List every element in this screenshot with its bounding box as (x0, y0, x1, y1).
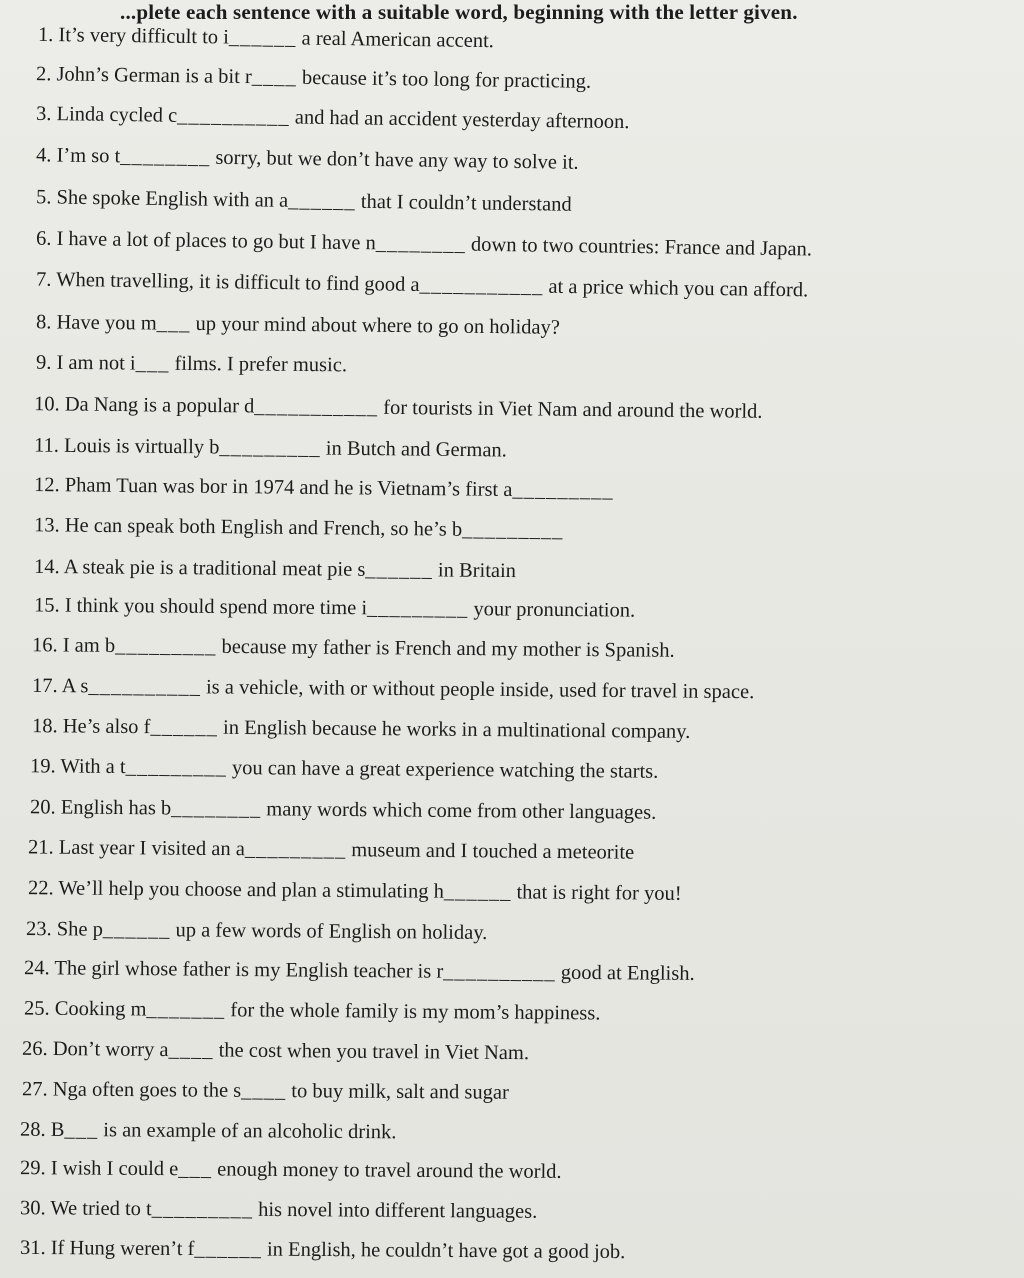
sentence-item (36, 268, 808, 303)
item-text-before: I am b (62, 634, 116, 657)
sentence-item (32, 714, 690, 744)
item-text-after: in Butch and German. (325, 437, 507, 462)
answer-blank[interactable]: ______ (288, 189, 356, 213)
item-number: 13. (33, 514, 60, 537)
answer-blank[interactable]: __________ (177, 104, 290, 129)
answer-blank[interactable]: ___ (135, 352, 170, 375)
item-text-before: Don’t worry a (52, 1038, 169, 1062)
item-text-before: When travelling, it is difficult to find good a (56, 268, 420, 296)
sentence-item (20, 1196, 537, 1224)
item-text-before: He can speak both English and French, so he’s b (64, 514, 463, 541)
item-number: 20. (29, 796, 56, 819)
item-text-after: up your mind about where to go on holiday? (195, 312, 561, 339)
sentence-item (26, 917, 488, 945)
item-text-after: for tourists in Viet Nam and around the world. (383, 396, 763, 423)
item-text-before: She p (56, 918, 103, 941)
sentence-item (34, 473, 614, 503)
sentence-item (36, 143, 579, 175)
exercise-instruction: ...plete each sentence with a suitable word, beginning with the letter given. (120, 0, 798, 24)
item-text-before: Da Nang is a popular d (64, 393, 255, 418)
answer-blank[interactable]: _________ (151, 1198, 254, 1221)
answer-blank[interactable]: _________ (219, 436, 321, 460)
item-text-after: is a vehicle, with or without people inside, used for travel in space. (205, 676, 755, 704)
item-text-after: because my father is French and my mother is Spanish. (221, 635, 675, 662)
item-text-before: She spoke English with an a (56, 186, 289, 212)
item-text-before: If Hung weren’t f (50, 1237, 195, 1261)
answer-blank[interactable]: ______ (150, 716, 219, 739)
sentence-item (36, 310, 560, 339)
item-number: 28. (19, 1118, 46, 1141)
item-text-after: down to two countries: France and Japan. (470, 233, 813, 261)
item-text-before: Linda cycled c (56, 103, 178, 127)
item-text-after: museum and I touched a meteorite (351, 839, 635, 864)
item-text-after: to buy milk, salt and sugar (291, 1080, 509, 1104)
item-number: 11. (33, 434, 60, 457)
item-number: 22. (27, 877, 54, 900)
answer-blank[interactable]: ______ (194, 1238, 262, 1261)
item-number: 3. (35, 102, 52, 126)
answer-blank[interactable]: ____ (241, 1079, 287, 1103)
item-number: 19. (29, 755, 56, 778)
item-text-after: his novel into different languages. (258, 1198, 538, 1223)
item-number: 4. (35, 144, 52, 167)
item-text-after: in English because he works in a multinational company. (222, 716, 691, 743)
answer-blank[interactable]: __________ (443, 960, 556, 984)
item-text-before: We tried to t (50, 1197, 152, 1221)
sentence-item (30, 795, 656, 824)
item-text-after: for the whole family is my mom’s happiness. (230, 999, 601, 1025)
answer-blank[interactable]: _________ (244, 838, 347, 862)
item-text-before: John’s German is a bit r (56, 63, 252, 89)
sentence-item (20, 1118, 397, 1145)
item-text-before: Have you m (56, 311, 157, 335)
sentence-item (20, 1236, 625, 1264)
sentence-item (22, 1037, 529, 1065)
item-number: 1. (37, 23, 54, 47)
answer-blank[interactable]: __________ (88, 675, 202, 699)
item-number: 21. (27, 836, 54, 859)
answer-blank[interactable]: ______ (102, 918, 171, 942)
item-text-before: I think you should spend more time i (64, 594, 368, 620)
answer-blank[interactable]: ____ (251, 66, 297, 89)
item-text-before: He’s also f (62, 715, 151, 739)
sentence-item (34, 555, 516, 583)
item-text-after: in English, he couldn’t have got a good job. (266, 1238, 626, 1264)
item-text-before: A steak pie is a traditional meat pie s (63, 556, 366, 581)
item-number: 2. (35, 63, 52, 86)
sentence-item (28, 835, 634, 864)
item-text-before: I’m so t (56, 144, 121, 168)
answer-blank[interactable]: ________ (375, 232, 467, 256)
item-text-after: many words which come from other languages. (266, 798, 657, 824)
item-number: 10. (33, 393, 60, 416)
item-text-before: I am not i (56, 351, 136, 375)
item-text-after: you can have a great experience watching the starts. (231, 757, 659, 783)
sentence-item (30, 754, 658, 783)
item-number: 5. (35, 186, 52, 209)
item-number: 26. (21, 1037, 48, 1061)
item-number: 15. (33, 594, 60, 617)
sentence-item (36, 351, 347, 378)
item-text-before: Louis is virtually b (63, 434, 220, 459)
item-text-after: because it’s too long for practicing. (301, 66, 592, 93)
item-text-after: films. I prefer music. (174, 352, 348, 377)
item-number: 7. (35, 268, 52, 291)
item-text-after: enough money to travel around the world. (217, 1158, 562, 1183)
item-text-after: in Britain (437, 559, 517, 583)
item-number: 23. (25, 917, 52, 941)
sentence-item (36, 102, 630, 134)
item-text-after: that is right for you! (516, 881, 682, 905)
item-number: 30. (19, 1197, 46, 1220)
answer-blank[interactable]: ________ (171, 797, 262, 821)
item-number: 14. (33, 555, 60, 579)
answer-blank[interactable]: _________ (115, 634, 217, 658)
item-text-before: Cooking m (54, 997, 147, 1021)
answer-blank[interactable]: ___________ (419, 273, 544, 298)
item-number: 27. (21, 1078, 48, 1101)
item-text-after: sorry, but we don’t have any way to solve it. (215, 146, 579, 174)
item-text-before: The girl whose father is my English teacher is r (54, 957, 444, 983)
answer-blank[interactable]: ______ (443, 880, 512, 904)
item-text-after: good at English. (560, 961, 695, 985)
item-text-before: We’ll help you choose and plan a stimulating h (58, 877, 444, 903)
sentence-item (38, 23, 494, 53)
sentence-item (32, 633, 675, 663)
item-text-after: and had an accident yesterday afternoon. (294, 106, 630, 134)
item-text-before: Pham Tuan was bor in 1974 and he is Vietnam’s first a (64, 474, 513, 501)
sentence-item (20, 1156, 562, 1184)
answer-blank[interactable]: ___________ (254, 395, 379, 419)
item-number: 29. (19, 1157, 46, 1180)
sentence-item (36, 227, 812, 262)
item-number: 6. (35, 227, 52, 250)
item-text-before: Nga often goes to the s (52, 1078, 242, 1102)
answer-blank[interactable]: ______ (365, 558, 433, 582)
answer-blank[interactable]: _________ (462, 518, 564, 542)
answer-blank[interactable]: ____ (168, 1039, 214, 1062)
item-number: 12. (33, 473, 60, 497)
item-number: 17. (31, 674, 58, 698)
answer-blank[interactable]: _________ (367, 597, 469, 621)
sentence-item (34, 593, 635, 622)
answer-blank[interactable]: ______ (228, 26, 297, 50)
sentence-item (24, 956, 695, 986)
answer-blank[interactable]: ___ (156, 312, 191, 335)
item-text-before: I have a lot of places to go but I have n (56, 227, 377, 255)
item-number: 8. (35, 311, 52, 334)
sentence-item (34, 392, 763, 424)
sentence-item (34, 513, 564, 543)
answer-blank[interactable]: _______ (146, 998, 226, 1022)
item-number: 24. (23, 957, 50, 980)
sentence-item (32, 674, 754, 704)
item-text-before: With a t (60, 755, 126, 779)
item-text-after: the cost when you travel in Viet Nam. (218, 1039, 530, 1065)
item-number: 31. (19, 1236, 46, 1260)
item-text-after: that I couldn’t understand (360, 190, 572, 216)
answer-blank[interactable]: _________ (125, 756, 227, 779)
sentence-item (24, 996, 601, 1025)
answer-blank[interactable]: ___ (64, 1118, 99, 1142)
item-text-before: It’s very difficult to i (58, 24, 230, 49)
item-text-after: your pronunciation. (473, 598, 636, 622)
item-number: 18. (31, 715, 58, 738)
item-text-before: Last year I visited an a (58, 836, 245, 861)
sentence-item (36, 185, 572, 216)
item-text-before: English has b (60, 796, 172, 820)
item-text-after: at a price which you can afford. (548, 275, 809, 302)
answer-blank[interactable]: ___ (178, 1158, 213, 1181)
sentence-item (28, 876, 682, 906)
item-number: 25. (23, 997, 50, 1020)
sentence-item (22, 1077, 509, 1104)
answer-blank[interactable]: ________ (120, 145, 211, 169)
item-text-after: up a few words of English on holiday. (175, 919, 488, 945)
item-text-before: A s (61, 675, 89, 698)
item-number: 16. (31, 634, 58, 657)
item-text-before: B (50, 1118, 65, 1141)
sentence-item (36, 62, 591, 94)
sentence-item (34, 434, 507, 463)
item-text-after: a real American accent. (301, 27, 495, 53)
answer-blank[interactable]: _________ (512, 478, 614, 503)
item-text-after: is an example of an alcoholic drink. (103, 1119, 397, 1144)
item-number: 9. (35, 351, 52, 374)
item-text-before: I wish I could e (50, 1157, 179, 1181)
